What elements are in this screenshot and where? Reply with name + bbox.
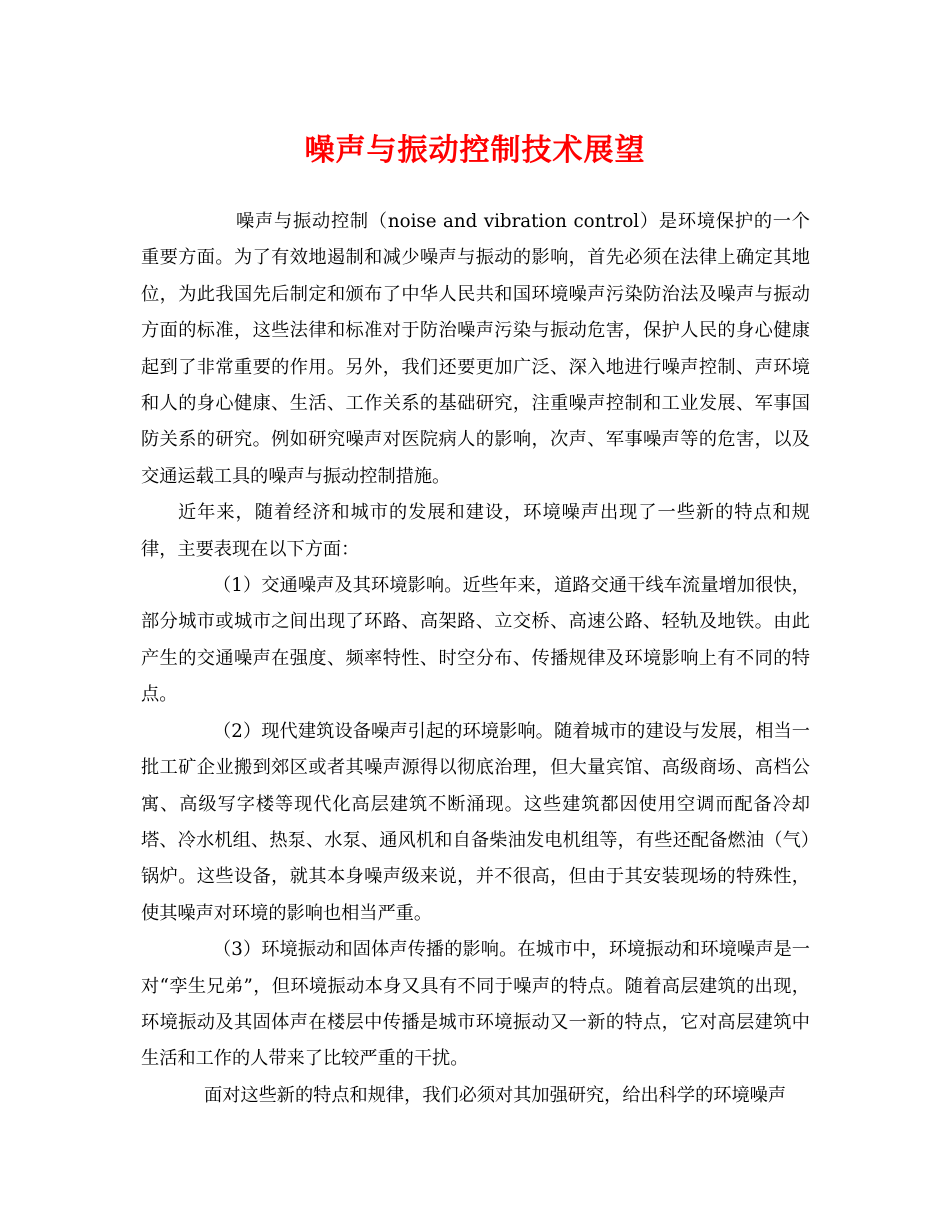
paragraph-point-2: （2）现代建筑设备噪声引起的环境影响。随着城市的建设与发展，相当一批工矿企业搬到郊区或者其噪声源得以彻底治理，但大量宾馆、高级商场、高档公寓、高级写字楼等现代化高层建筑不断涌现。这些建筑都因使用空调而配备冷却塔、冷水机组、热泵、水泵、通风机和自备柴油发电机组等，有些还配备燃油（气）锅炉。这些设备，就其本身噪声级来说，并不很高，但由于其安装现场的特殊性，使其噪声对环境的影响也相当严重。	[141, 720, 810, 924]
paragraph-intro: 噪声与振动控制（noise and vibration control）是环境保护的一个重要方面。为了有效地遏制和减少噪声与振动的影响，首先必须在法律上确定其地位，为此我国先后制定和颁布了中华人民共和国环境噪声污染防治法及噪声与振动方面的标准，这些法律和标准对于防治噪声污染与振动危害，保护人民的身心健康起到了非常重要的作用。另外，我们还要更加广泛、深入地进行噪声控制、声环境和人的身心健康、生活、工作关系的基础研究，注重噪声控制和工业发展、军事国防关系的研究。例如研究噪声对医院病人的影响，次声、军事噪声等的危害，以及交通运载工具的噪声与振动控制措施。	[141, 211, 810, 487]
document-title: 噪声与振动控制技术展望	[304, 133, 646, 168]
paragraph-point-3: （3）环境振动和固体声传播的影响。在城市中，环境振动和环境噪声是一对“孪生兄弟”，但环境振动本身又具有不同于噪声的特点。随着高层建筑的出现，环境振动及其固体声在楼层中传播是城市环境振动又一新的特点，它对高层建筑中生活和工作的人带来了比较严重的干扰。	[141, 939, 810, 1070]
document-body	[141, 204, 810, 1114]
paragraph-point-1: （1）交通噪声及其环境影响。近些年来，道路交通干线车流量增加很快，部分城市或城市之间出现了环路、高架路、立交桥、高速公路、轻轨及地铁。由此产生的交通噪声在强度、频率特性、时空分布、传播规律及环境影响上有不同的特点。	[141, 575, 810, 706]
paragraph-conclusion: 面对这些新的特点和规律，我们必须对其加强研究，给出科学的环境噪声	[204, 1084, 787, 1106]
paragraph-recent-years: 近年来，随着经济和城市的发展和建设，环境噪声出现了一些新的特点和规律，主要表现在以下方面：	[141, 502, 810, 560]
